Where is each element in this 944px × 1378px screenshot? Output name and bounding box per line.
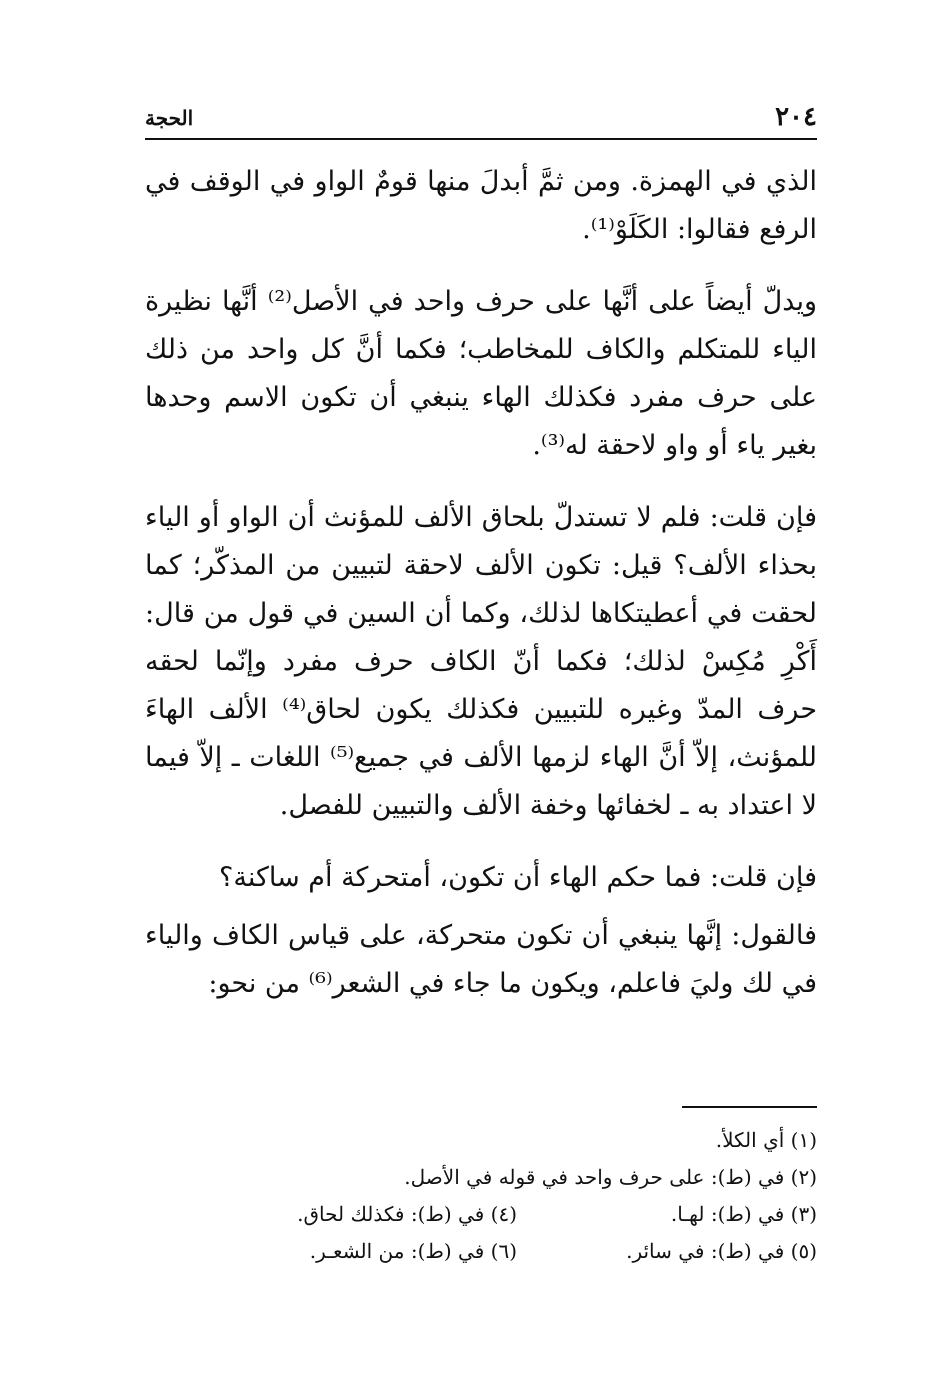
page-header [145, 98, 817, 138]
paragraph-4: فإن قلت: فما حكم الهاء أن تكون، أمتحركة أم ساكنة؟ [219, 862, 817, 893]
footnote-line-3 [145, 1196, 817, 1233]
footnote-1: (١) أي الكلأ. [715, 1128, 817, 1152]
paragraph-3: فإن قلت: فلم لا تستدلّ بلحاق الألف للمؤنث أن الواو أو الياء بحذاء الألف؟ قيل: تكون الألف لاحقة لتبيين من المذكّر؛ كما لحقت في أعطيتكاها لذلك، وكما أن السين في قول من قال: أَكْرِ مُكِسْ لذلك؛ فكما أنّ الكاف حرف مفرد وإنّما لحقه حرف المدّ وغيره للتبيين فكذلك يكون لحاق⁽⁴⁾ الألف الهاءَ للمؤنث، إلاّ أنَّ الهاء لزمها الألف في جميع⁽⁵⁾ اللغات ـ إلاّ فيما لا اعتداد به ـ لخفائها وخفة الألف والتبيين للفصل. [145, 502, 818, 821]
footnote-line-1 [145, 1122, 817, 1159]
footnote-6: (٦) في (ط): من الشعـر. [309, 1239, 517, 1263]
footnote-2: (٢) في (ط): على حرف واحد في قوله في الأصل. [404, 1165, 817, 1189]
header-divider [145, 138, 817, 140]
footnotes [145, 1122, 817, 1270]
footnote-line-4 [145, 1233, 817, 1270]
paragraph-5: فالقول: إنَّها ينبغي أن تكون متحركة، على قياس الكاف والياء في لك وليَ فاعلم، ويكون ما جاء في الشعر⁽⁶⁾ من نحو: [145, 920, 817, 999]
running-title: الحجة [145, 106, 194, 130]
footnote-5: (٥) في (ط): في سائر. [626, 1239, 817, 1263]
footnote-3: (٣) في (ط): لهـا. [670, 1202, 817, 1226]
page-number: ٢٠٤ [775, 102, 817, 132]
footnote-line-2 [145, 1159, 817, 1196]
paragraph-1: الذي في الهمزة. ومن ثمَّ أبدلَ منها قومٌ الواو في الوقف في الرفع فقالوا: الكَلَوْ⁽¹⁾. [145, 166, 817, 245]
footnote-divider [682, 1106, 817, 1108]
footnote-4: (٤) في (ط): فكذلك لحاق. [297, 1202, 517, 1226]
main-text [145, 158, 817, 1032]
paragraph-2: ويدلّ أيضاً على أنَّها على حرف واحد في الأصل⁽²⁾ أنَّها نظيرة الياء للمتكلم والكاف للمخاطب؛ فكما أنَّ كل واحد من ذلك على حرف مفرد فكذلك الهاء ينبغي أن تكون الاسم وحدها بغير ياء أو واو لاحقة له⁽³⁾. [145, 286, 817, 461]
